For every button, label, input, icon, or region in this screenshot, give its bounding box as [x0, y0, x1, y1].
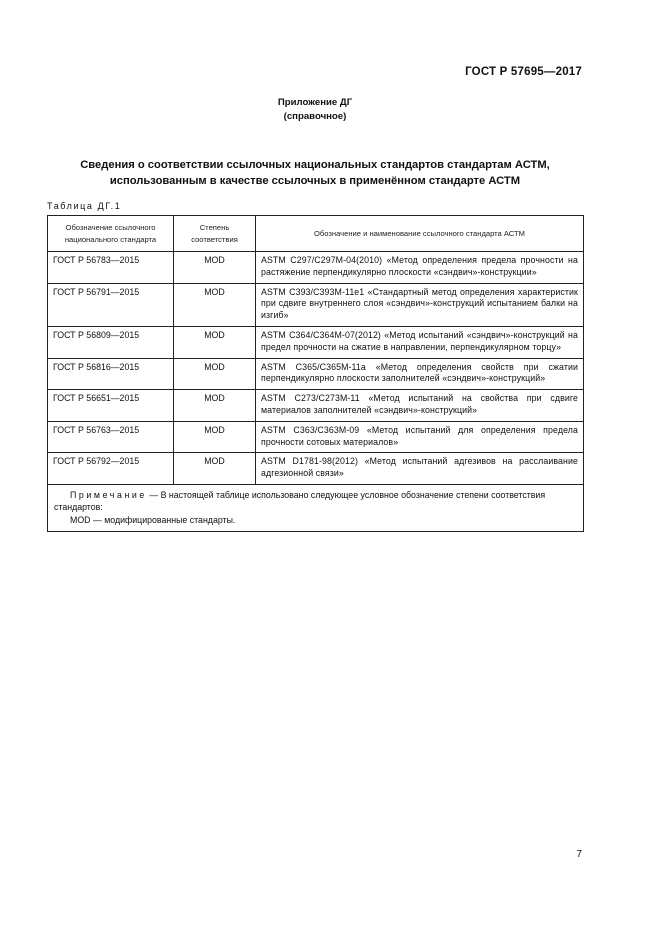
- national-standard-cell: ГОСТ Р 56783—2015: [48, 252, 174, 284]
- note-body: — В настоящей таблице использовано следующее условное обозначение степени соответствия стандартов:: [54, 489, 546, 513]
- table-row: [48, 421, 584, 453]
- table-row: [48, 453, 584, 485]
- astm-standard-cell: ASTM C297/C297M-04(2010) «Метод определения предела прочности на растяжение перпендикулярно плоскости «сэндвич»-конструкции»: [256, 252, 584, 284]
- conformity-cell: MOD: [174, 358, 256, 390]
- table-header-row: [48, 216, 584, 252]
- astm-standard-cell: ASTM C365/C365M-11a «Метод определения свойств при сжатии перпендикулярно плоскости заполнителей «сэндвич»-конструкций»: [256, 358, 584, 390]
- header-astm-standard: Обозначение и наименование ссылочного стандарта АСТМ: [256, 216, 584, 252]
- conformity-cell: MOD: [174, 453, 256, 485]
- note-mod-definition: MOD — модифицированные стандарты.: [70, 514, 236, 525]
- national-standard-cell: ГОСТ Р 56763—2015: [48, 421, 174, 453]
- astm-standard-cell: ASTM C364/C364M-07(2012) «Метод испытаний «сэндвич»-конструкций на предел прочности на сжатие в направлении, перпендикулярном торцу»: [256, 326, 584, 358]
- appendix-subtitle: (справочное): [283, 111, 347, 122]
- astm-standard-cell: ASTM C393/C393M-11e1 «Стандартный метод определения характеристик при сдвиге внутреннего слоя «сэндвич»-конструкций испытанием балки на изгиб»: [256, 283, 584, 326]
- appendix-heading: [0, 96, 630, 124]
- conformity-cell: MOD: [174, 283, 256, 326]
- conformity-cell: MOD: [174, 326, 256, 358]
- astm-standard-cell: ASTM C273/C273M-11 «Метод испытаний на свойства при сдвиге материалов заполнителей «сэндвич»-конструкций»: [256, 390, 584, 422]
- national-standard-cell: ГОСТ Р 56816—2015: [48, 358, 174, 390]
- section-title-line2: использованным в качестве ссылочных в применённом стандарте АСТМ: [109, 175, 521, 187]
- table-note-row: [48, 484, 584, 532]
- table-caption: Таблица ДГ.1: [47, 201, 122, 211]
- note-label: Примечание: [70, 489, 147, 500]
- table-row: [48, 358, 584, 390]
- national-standard-cell: ГОСТ Р 56809—2015: [48, 326, 174, 358]
- table-row: [48, 283, 584, 326]
- conformity-cell: MOD: [174, 252, 256, 284]
- correspondence-table: [47, 215, 584, 532]
- document-header: ГОСТ Р 57695—2017: [465, 66, 582, 78]
- header-conformity-degree: Степень соответствия: [174, 216, 256, 252]
- conformity-cell: MOD: [174, 421, 256, 453]
- astm-standard-cell: ASTM C363/C363M-09 «Метод испытаний для определения предела прочности сотовых материалов»: [256, 421, 584, 453]
- astm-standard-cell: ASTM D1781-98(2012) «Метод испытаний адгезивов на расслаивание адгезионной связи»: [256, 453, 584, 485]
- table-row: [48, 390, 584, 422]
- national-standard-cell: ГОСТ Р 56791—2015: [48, 283, 174, 326]
- section-title-line1: Сведения о соответствии ссылочных национальных стандартов стандартам АСТМ,: [80, 159, 550, 171]
- table-note: [48, 484, 584, 532]
- table-row: [48, 252, 584, 284]
- table-note-text: [54, 489, 577, 514]
- national-standard-cell: ГОСТ Р 56651—2015: [48, 390, 174, 422]
- appendix-title: Приложение ДГ: [277, 97, 353, 108]
- page-number: 7: [576, 849, 582, 860]
- table-row: [48, 326, 584, 358]
- header-national-standard: Обозначение ссылочного национального стандарта: [48, 216, 174, 252]
- conformity-cell: MOD: [174, 390, 256, 422]
- section-title: [40, 157, 590, 189]
- national-standard-cell: ГОСТ Р 56792—2015: [48, 453, 174, 485]
